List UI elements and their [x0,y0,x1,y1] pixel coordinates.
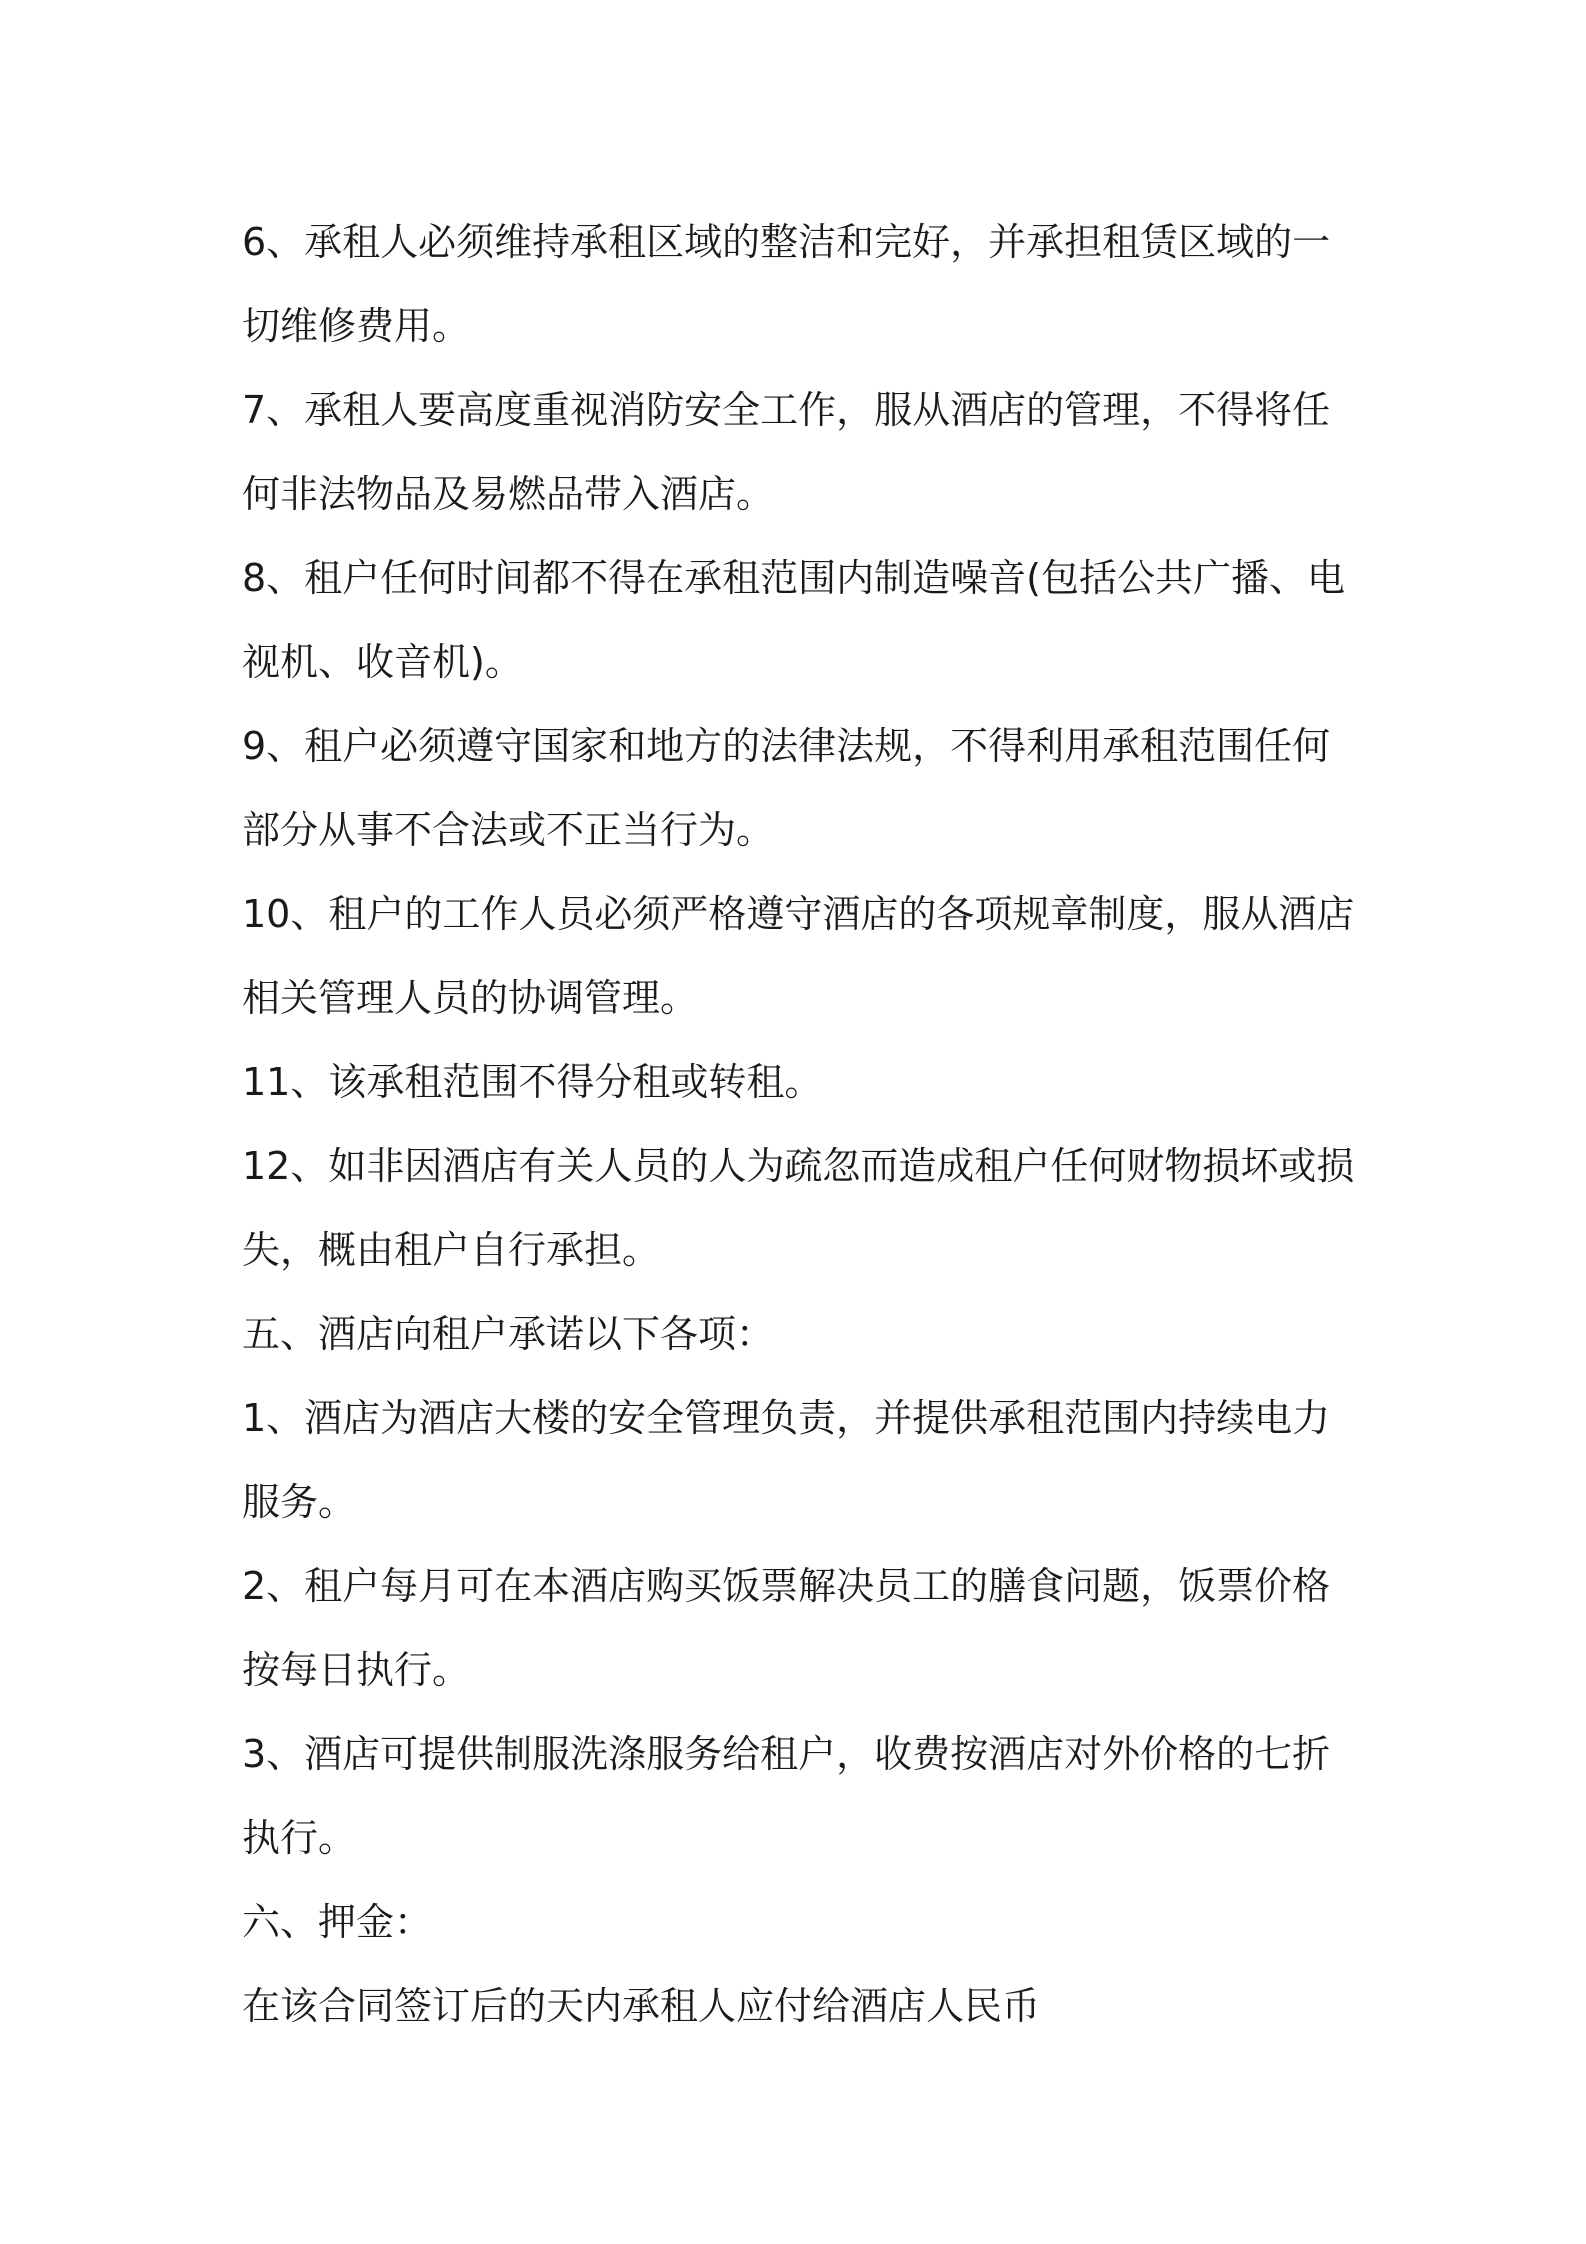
hotel-commitment-2: 2、租户每月可在本酒店购买饭票解决员工的膳食问题，饭票价格按每日执行。 [242,1564,1331,1692]
clause-7: 7、承租人要高度重视消防安全工作，服从酒店的管理，不得将任何非法物品及易燃品带入酒店。 [242,388,1331,516]
clause-6: 6、承租人必须维持承租区域的整洁和完好，并承担租赁区域的一切维修费用。 [242,220,1331,348]
section-heading-6: 六、押金： [242,1900,433,1944]
hotel-commitment-1: 1、酒店为酒店大楼的安全管理负责，并提供承租范围内持续电力服务。 [242,1396,1331,1524]
clause-12: 12、如非因酒店有关人员的人为疏忽而造成租户任何财物损坏或损失，概由租户自行承担。 [242,1144,1355,1272]
clause-10: 10、租户的工作人员必须严格遵守酒店的各项规章制度，服从酒店相关管理人员的协调管理。 [242,892,1355,1020]
clause-8: 8、租户任何时间都不得在承租范围内制造噪音(包括公共广播、电视机、收音机)。 [242,556,1346,684]
section-heading-5: 五、酒店向租户承诺以下各项： [242,1312,775,1356]
document-body [242,200,1362,2048]
hotel-commitment-3: 3、酒店可提供制服洗涤服务给租户，收费按酒店对外价格的七折执行。 [242,1732,1331,1860]
clause-11: 11、该承租范围不得分租或转租。 [242,1060,823,1104]
clause-9: 9、租户必须遵守国家和地方的法律法规，不得利用承租范围任何部分从事不合法或不正当行为。 [242,724,1331,852]
deposit-clause: 在该合同签订后的天内承租人应付给酒店人民币 [242,1984,1041,2028]
